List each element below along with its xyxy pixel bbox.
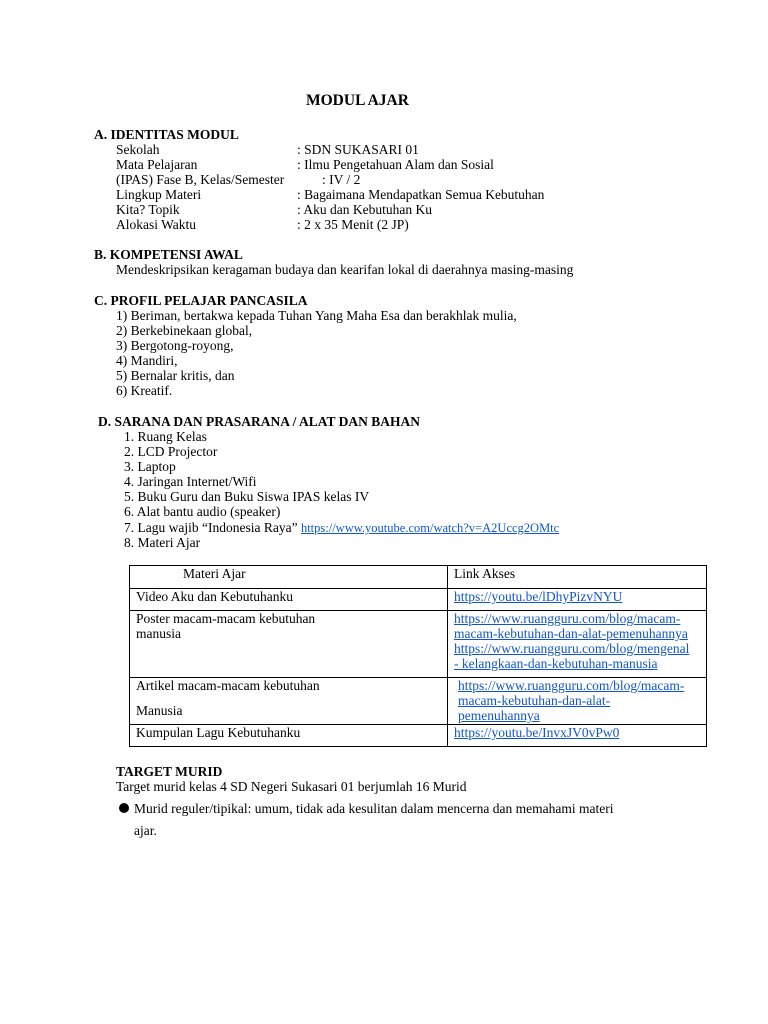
profil-item: 2) Berkebinekaan global, bbox=[116, 323, 253, 338]
section-c-heading: C. PROFIL PELAJAR PANCASILA bbox=[94, 293, 308, 308]
materi-link[interactable]: https://www.ruangguru.com/blog/mengenal bbox=[454, 641, 690, 656]
identitas-value: : Aku dan Kebutuhan Ku bbox=[297, 202, 432, 217]
indonesia-raya-link[interactable]: https://www.youtube.com/watch?v=A2Uccg2OMtc bbox=[300, 521, 560, 535]
bullet-icon bbox=[119, 803, 129, 813]
sarana-item: 8. Materi Ajar bbox=[124, 535, 201, 550]
target-bullet-text: ajar. bbox=[134, 823, 157, 838]
sarana-item: 1. Ruang Kelas bbox=[124, 429, 207, 444]
table-header-cell: Link Akses bbox=[448, 566, 707, 589]
link-cell bbox=[448, 589, 707, 611]
identitas-value: : 2 x 35 Menit (2 JP) bbox=[297, 217, 409, 232]
profil-item: 6) Kreatif. bbox=[116, 383, 173, 398]
materi-link[interactable]: https://www.ruangguru.com/blog/macam- bbox=[458, 678, 685, 693]
sarana-item: 6. Alat bantu audio (speaker) bbox=[124, 504, 281, 519]
identitas-value: : IV / 2 bbox=[322, 172, 361, 187]
identitas-label: Sekolah bbox=[116, 142, 160, 157]
profil-item: 4) Mandiri, bbox=[116, 353, 178, 368]
link-cell bbox=[448, 725, 707, 747]
materi-link[interactable]: https://youtu.be/lDhyPizvNYU bbox=[454, 589, 623, 604]
sarana-item: 3. Laptop bbox=[124, 459, 176, 474]
link-cell bbox=[448, 678, 707, 725]
sarana-item: 2. LCD Projector bbox=[124, 444, 218, 459]
profil-item: 5) Bernalar kritis, dan bbox=[116, 368, 235, 383]
materi-link[interactable]: https://youtu.be/InvxJV0vPw0 bbox=[454, 725, 620, 740]
profil-item: 3) Bergotong-royong, bbox=[116, 338, 234, 353]
materi-cell: Kumpulan Lagu Kebutuhanku bbox=[130, 725, 448, 747]
table-row bbox=[130, 611, 707, 678]
table-row bbox=[130, 725, 707, 747]
table-header-cell: Materi Ajar bbox=[130, 566, 448, 589]
materi-cell: Artikel macam-macam kebutuhan Manusia bbox=[130, 678, 448, 725]
sarana-item-text: 7. Lagu wajib “Indonesia Raya” bbox=[124, 520, 298, 535]
sarana-item: 5. Buku Guru dan Buku Siswa IPAS kelas IV bbox=[124, 489, 370, 504]
materi-cell: Poster macam-macam kebutuhan manusia bbox=[130, 611, 448, 678]
table-header-row bbox=[130, 566, 707, 589]
target-text: Target murid kelas 4 SD Negeri Sukasari 01 berjumlah 16 Murid bbox=[116, 779, 467, 794]
table-row bbox=[130, 589, 707, 611]
identitas-label: Lingkup Materi bbox=[116, 187, 202, 202]
materi-link[interactable]: - kelangkaan-dan-kebutuhan-manusia bbox=[454, 656, 658, 671]
sarana-item: 4. Jaringan Internet/Wifi bbox=[124, 474, 257, 489]
sarana-item bbox=[124, 520, 559, 536]
materi-link[interactable]: https://www.ruangguru.com/blog/macam- bbox=[454, 611, 681, 626]
profil-item: 1) Beriman, bertakwa kepada Tuhan Yang Maha Esa dan berakhlak mulia, bbox=[116, 308, 517, 323]
kompetensi-text: Mendeskripsikan keragaman budaya dan kearifan lokal di daerahnya masing-masing bbox=[116, 262, 574, 277]
identitas-value: : SDN SUKASARI 01 bbox=[297, 142, 419, 157]
identitas-label: Kita? Topik bbox=[116, 202, 180, 217]
identitas-value: : Ilmu Pengetahuan Alam dan Sosial bbox=[297, 157, 494, 172]
section-a-heading: A. IDENTITAS MODUL bbox=[94, 127, 239, 142]
link-cell bbox=[448, 611, 707, 678]
materi-ajar-table bbox=[129, 565, 707, 747]
identitas-label: Mata Pelajaran bbox=[116, 157, 198, 172]
materi-link[interactable]: macam-kebutuhan-dan-alat- bbox=[458, 693, 611, 708]
materi-link[interactable]: pemenuhannya bbox=[458, 708, 540, 723]
section-d-heading: D. SARANA DAN PRASARANA / ALAT DAN BAHAN bbox=[98, 414, 421, 429]
target-bullet-text: Murid reguler/tipikal: umum, tidak ada kesulitan dalam mencerna dan memahami materi bbox=[134, 801, 614, 816]
identitas-value: : Bagaimana Mendapatkan Semua Kebutuhan bbox=[297, 187, 545, 202]
identitas-label: Alokasi Waktu bbox=[116, 217, 197, 232]
materi-link[interactable]: macam-kebutuhan-dan-alat-pemenuhannya bbox=[454, 626, 688, 641]
table-row bbox=[130, 678, 707, 725]
materi-cell: Video Aku dan Kebutuhanku bbox=[130, 589, 448, 611]
section-b-heading: B. KOMPETENSI AWAL bbox=[94, 247, 243, 262]
identitas-label: (IPAS) Fase B, Kelas/Semester bbox=[116, 172, 285, 187]
page-title: MODUL AJAR bbox=[306, 92, 409, 109]
target-heading: TARGET MURID bbox=[116, 764, 223, 779]
